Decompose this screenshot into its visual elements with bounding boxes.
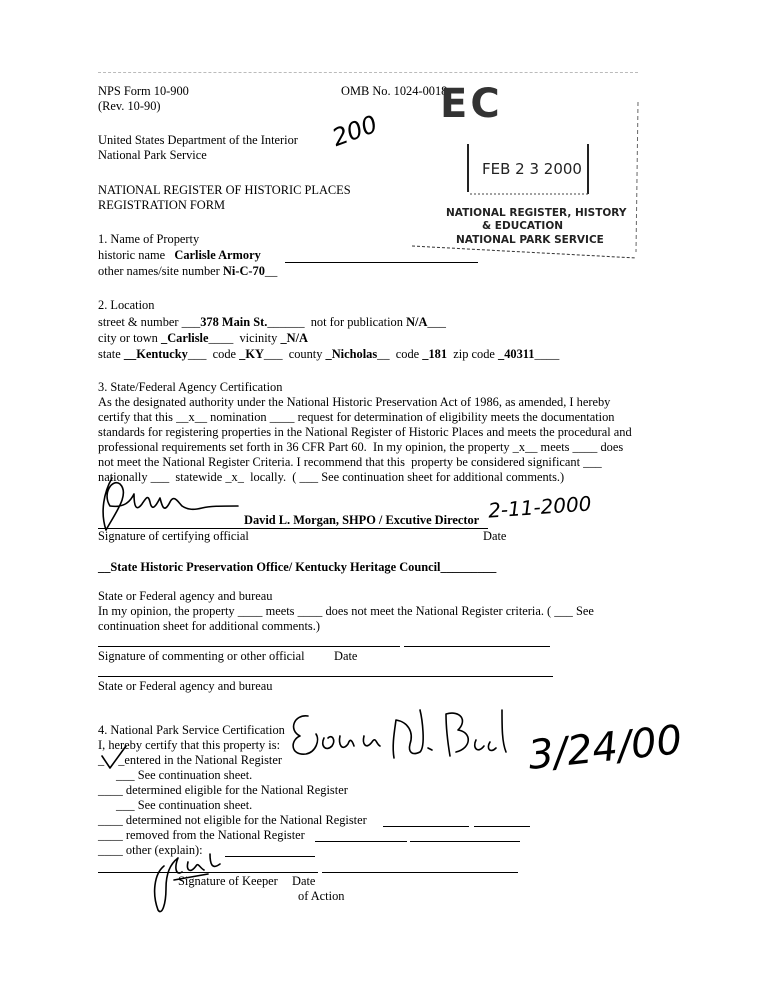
street-label: street & number — [98, 315, 182, 329]
state-label: state — [98, 347, 124, 361]
not-eligible-line-1 — [383, 826, 469, 827]
publication-label: not for publication — [310, 315, 403, 329]
keeper-signature — [280, 700, 520, 770]
stamp-line-2: & EDUCATION — [482, 220, 564, 232]
keeper-date-line — [322, 872, 518, 873]
removed-item-text: removed from the National Register — [125, 828, 305, 842]
certifying-official-label: Signature of certifying official — [98, 529, 249, 543]
opinion-line-2: continuation sheet for additional comments.) — [98, 619, 320, 633]
stamp-received-partial: EC — [440, 81, 503, 127]
department-name: United States Department of the Interior — [98, 133, 298, 147]
vicinity-label: vicinity — [239, 331, 281, 345]
entered-item-text: entered in the National Register — [124, 753, 282, 767]
keeper-small-signature — [148, 844, 238, 920]
not-eligible-item-text: determined not eligible for the National Register — [125, 813, 367, 827]
removed-line-2 — [410, 841, 520, 842]
keeper-date-label: Date — [292, 874, 316, 888]
certification-paragraph-line: nationally ___ statewide _x_ locally. ( ___ See continuation sheet for additional comments.) — [98, 470, 565, 484]
historic-name-label: historic name — [98, 248, 166, 262]
stamp-date: FEB 2 3 2000 — [482, 160, 582, 178]
entered-item: _ _entered in the National Register — [98, 753, 282, 767]
agency-bureau-label-2: State or Federal agency and bureau — [98, 679, 273, 693]
other-line — [225, 856, 315, 857]
zip-value: 40311 — [504, 347, 535, 361]
county-label: county — [288, 347, 326, 361]
other-names-label: other names/site number — [98, 264, 220, 278]
eligible-item-text: determined eligible for the National Register — [125, 783, 348, 797]
stamp-rim-top — [98, 72, 638, 74]
removed-item: ____ removed from the National Register — [98, 828, 305, 842]
county-value: Nicholas — [331, 347, 378, 361]
historic-name-row — [98, 248, 261, 263]
zip-label: zip code — [453, 347, 498, 361]
eligible-item: ____ determined eligible for the National Register — [98, 783, 348, 797]
other-item: ____ other (explain): — [98, 843, 203, 857]
city-row: city or town _Carlisle____ vicinity _N/A — [98, 331, 308, 345]
publication-value: N/A — [406, 315, 428, 329]
section-2-heading: 2. Location — [98, 298, 155, 312]
keeper-action-label: of Action — [298, 889, 345, 903]
stamp-line-1: NATIONAL REGISTER, HISTORY — [446, 207, 627, 219]
removed-line-1 — [315, 841, 407, 842]
code2-label: code — [395, 347, 423, 361]
state-row: state __Kentucky___ code _KY___ county _Nicholas__ code _181 zip code _40311____ — [98, 347, 560, 361]
other-names-row: other names/site number Ni-C-70__ — [98, 264, 278, 278]
certification-paragraph-line: not meet the National Register Criteria. I recommend that this property be considered significant ___ — [98, 455, 602, 469]
section-3-heading: 3. State/Federal Agency Certification — [98, 380, 283, 394]
code2-value: 181 — [428, 347, 448, 361]
other-names-value: Ni-C-70 — [222, 264, 265, 278]
received-stamp — [410, 82, 642, 262]
continuation-item: ___ See continuation sheet. — [116, 768, 253, 782]
form-subtitle: REGISTRATION FORM — [98, 198, 226, 212]
not-eligible-line-2 — [474, 826, 530, 827]
certification-paragraph-line: professional requirements set forth in 36 CFR Part 60. In my opinion, the property _x__ meets ____ does — [98, 440, 624, 454]
preservation-office-text: State Historic Preservation Office/ Kentucky Heritage Council — [110, 560, 441, 574]
certification-paragraph-line: As the designated authority under the National Historic Preservation Act of 1986, as amended, I hereby — [98, 395, 611, 409]
certify-handwritten-date: 2-11-2000 — [487, 491, 593, 523]
city-value: Carlisle — [167, 331, 209, 345]
entered-check-mark — [100, 744, 130, 774]
certification-paragraph-line: certify that this __x__ nomination ____ request for determination of eligibility meets the documentation — [98, 410, 615, 424]
street-value: 378 Main St. — [200, 315, 268, 329]
vicinity-value: N/A — [286, 331, 308, 345]
form-revision: (Rev. 10-90) — [98, 99, 161, 113]
form-title: NATIONAL REGISTER OF HISTORIC PLACES — [98, 183, 351, 197]
state-value: Kentucky — [136, 347, 188, 361]
stamp-line-3: NATIONAL PARK SERVICE — [456, 234, 604, 246]
bureau-line — [98, 676, 553, 677]
commenting-official-label: Signature of commenting or other official — [98, 649, 305, 663]
commenting-date-label: Date — [334, 649, 358, 663]
certification-paragraph-line: standards for registering properties in the National Register of Historic Places and meets the procedural and — [98, 425, 632, 439]
section-1-heading: 1. Name of Property — [98, 232, 200, 246]
commenting-date-line — [404, 646, 550, 647]
continuation-item-text: See continuation sheet. — [137, 768, 253, 782]
keeper-handwritten-date: 3/24/00 — [526, 717, 685, 779]
handwritten-number: 200 — [328, 110, 382, 153]
other-item-text: other (explain): — [125, 843, 203, 857]
opinion-line-1: In my opinion, the property ____ meets ____ does not meet the National Register criteria. ( ___ See — [98, 604, 594, 618]
continuation-item-2-text: See continuation sheet. — [137, 798, 253, 812]
certify-line: I, hereby certify that this property is: — [98, 738, 281, 752]
historic-name-line — [285, 262, 478, 263]
agency-bureau-label: State or Federal agency and bureau — [98, 589, 273, 603]
commenting-signature-line — [98, 646, 400, 647]
keeper-signature-label: Signature of Keeper — [178, 874, 278, 888]
not-eligible-item: ____ determined not eligible for the National Register — [98, 813, 367, 827]
section-4-heading: 4. National Park Service Certification — [98, 723, 285, 737]
agency-name: National Park Service — [98, 148, 207, 162]
code-label: code — [212, 347, 240, 361]
certifier-name: David L. Morgan, SHPO / Excutive Director — [244, 513, 480, 527]
omb-number: OMB No. 1024-0018 — [341, 84, 448, 98]
street-row: street & number ___378 Main St.______ not for publication N/A___ — [98, 315, 446, 329]
continuation-item-2: ___ See continuation sheet. — [116, 798, 253, 812]
certifying-date-label: Date — [483, 529, 507, 543]
city-label: city or town — [98, 331, 161, 345]
preservation-office: __State Historic Preservation Office/ Kentucky Heritage Council_________ — [98, 560, 497, 574]
form-number: NPS Form 10-900 — [98, 84, 189, 98]
historic-name-value: Carlisle Armory — [174, 248, 261, 262]
code-value: KY — [245, 347, 264, 361]
